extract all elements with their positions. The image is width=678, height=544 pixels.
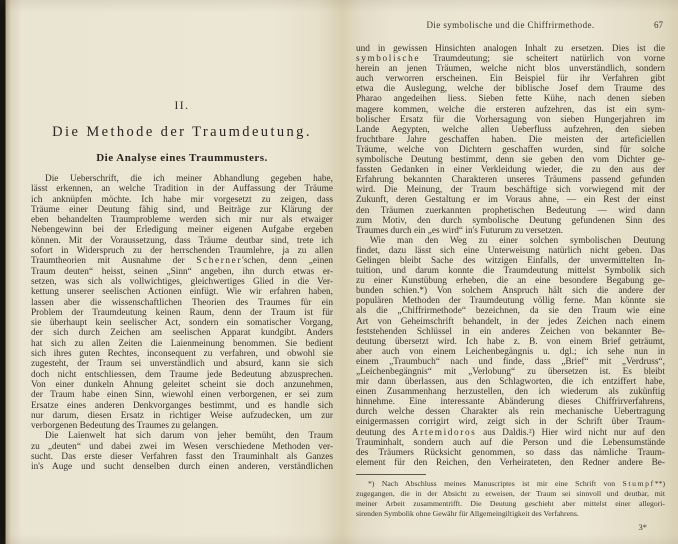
- text-line: kettung unserer seelischen Actionen einfügt. Wie wir erfahren haben,: [31, 287, 333, 298]
- text-line: sofort in Widerspruch zu der herrschenden Traumlehre, ja zu allen: [31, 246, 333, 257]
- text-line: nur darum, diesen Ersatz in richtiger Weise aufzudecken, um zur: [31, 410, 333, 421]
- right-page-column: [356, 20, 665, 532]
- text-line: element für den Reichen, den Verheirateten, den Redner andere Be-: [356, 457, 665, 468]
- text-line: zugegangen, die in der Absicht zu erweisen, der Traum sei sinnvoll und deutbar, mit: [356, 489, 665, 499]
- text-line: findet, dazu lässt sich eine Unterweisung natürlich nicht geben. Das: [356, 245, 665, 256]
- text-line: Traumtheorien mit Ausnahme der Scherner'schen, denn „einen: [31, 256, 333, 267]
- text-line: Traum deuten“ heisst, seinen „Sinn“ angeben, ihn durch etwas er-: [31, 266, 333, 277]
- text-line: auch verworren erscheinen. Ein Beispiel für ihr Verfahren gibt: [356, 74, 665, 85]
- text-line: zum Motiv, den durch symbolische Deutung gefundenen Sinn des: [356, 215, 665, 226]
- text-line: der Traum habe einen Sinn, wiewohl einen verborgenen, er sei zum: [31, 390, 333, 401]
- text-line: Träume einer Deutung fähig sind, und Beiträge zur Klärung der: [31, 204, 333, 215]
- text-line: lässt erkennen, an welche Tradition in der Auffassung der Träume: [31, 184, 333, 195]
- text-line: einem „Traumbuch“ nach und finde, dass „Brief“ mit „Verdruss“,: [356, 356, 665, 367]
- text-line: als die „Chiffrirmethode“ bezeichnen, da sie den Traum wie eine: [356, 306, 665, 317]
- text-line: Traumes durch ein „es wird“ in's Futurum zu versetzen.: [356, 225, 564, 236]
- text-line: sucht. Das erste dieser Verfahren fasst den Trauminhalt als Ganzes: [31, 452, 333, 463]
- page-number: 67: [654, 20, 663, 30]
- text-line: zugesteht, der Traum sei unverständlich und absurd, kann sie sich: [31, 359, 333, 370]
- emphasized-word: Stumpf: [622, 478, 655, 488]
- section-subtitle: Die Analyse eines Traummusters.: [96, 152, 268, 164]
- text-line: tuition, und darum konnte die Traumdeutung mittelst Symbolik sich: [356, 266, 665, 277]
- text-line: setzen, was sich als vollwichtiges, gleichwertiges Glied in die Ver-: [31, 276, 333, 287]
- text-line: feststehenden Schlüssel in ein anderes Zeichen von bekannter Be-: [356, 326, 665, 337]
- text-line: fassten Gedanken in einer Verkleidung wieder, die zu den aus der: [356, 165, 665, 176]
- text-line: deutung des Artemidoros aus Daldis.²) Hier wird nicht nur auf den: [356, 427, 665, 438]
- text-line: Trauminhalt, sondern auch auf die Person und die Lebensumstände: [356, 437, 665, 448]
- text-line: Pharao angedeihen liess. Sieben fette Kühe, nach denen sieben: [356, 94, 665, 105]
- text-line: hat sich zu allen Zeiten die Laienmeinung benommen. Sie bedient: [31, 338, 333, 349]
- text-line: hinnehme. Eine interessante Abänderung dieses Chiffrirverfahrens,: [356, 397, 665, 408]
- text-line: eben behandelten Traumprobleme werden sich mir nur als etwaiger: [31, 215, 333, 226]
- text-line: können. Mit der Voraussetzung, dass Träume deutbar sind, trete ich: [31, 235, 333, 246]
- text-line: zu „deuten“ und dabei zwei im Wesen verschiedene Methoden ver-: [31, 441, 333, 452]
- text-line: verborgenen Bedeutung des Traumes zu gelangen.: [31, 421, 219, 432]
- text-line: Nebengewinn bei der Erledigung meiner eigenen Aufgabe ergeben: [31, 225, 333, 236]
- text-line: einen Zusammenhang herzustellen, den ich wiederum als zukünftig: [356, 387, 665, 398]
- text-line: sirenden Symbolik ohne Gewähr für Allgemeingiltigkeit des Verfahrens.: [356, 509, 579, 519]
- emphasized-word: Artemidoros: [411, 427, 477, 438]
- emphasized-word: symbolische: [356, 54, 421, 65]
- text-line: den Träumen zuerkannten prophetischen Bedeutung — wird dann: [356, 205, 665, 216]
- emphasized-word: Scherner: [196, 256, 243, 267]
- right-page-body: [356, 44, 665, 468]
- paragraph: [356, 44, 665, 236]
- text-line: der sich durch Zeichen am seelischen Apparat kundgibt. Anders: [31, 328, 333, 339]
- text-line: mir dann überlassen, aus den Schlagworten, die ich entziffert habe,: [356, 377, 665, 388]
- text-line: Ersatze eines anderen Denkvorganges bestimmt, und es handle sich: [31, 400, 333, 411]
- text-line: Wie man den Weg zu einer solchen symbolischen Deutung: [370, 235, 665, 246]
- text-line: Gelingen bleibt Sache des witzigen Einfalls, der unvermittelten In-: [356, 255, 665, 266]
- paragraph: [31, 431, 333, 472]
- left-page-column: [31, 100, 333, 473]
- text-line: bunden schien.*) Von solchem Anspruch hält sich die andere der: [356, 286, 665, 297]
- text-line: bolischer Ersatz für die Vorhersagung von sieben Hungerjahren im: [356, 114, 665, 125]
- text-line: und in gewissen Hinsichten analogen Inhalt zu ersetzen. Dies ist die: [356, 44, 665, 54]
- text-line: Die Laienwelt hat sich darum von jeher bemüht, den Traum: [45, 431, 333, 442]
- paragraph: [356, 236, 665, 468]
- footnote: [356, 479, 665, 519]
- running-header-title: Die symbolische und die Chiffrirmethode.: [426, 20, 595, 30]
- text-line: *) Nach Abschluss meines Manuscriptes ist mir eine Schrift von Stumpf**): [368, 478, 665, 488]
- text-line: symbolische Deutung bestimmt, denn sie geben den vom Dichter ge-: [356, 155, 665, 166]
- paragraph: [356, 479, 665, 519]
- text-line: sich ihres guten Rechtes, inconsequent zu verfahren, und obwohl sie: [31, 349, 333, 360]
- text-line: deutung übersetzt wird. Ich habe z. B. von einem Brief geträumt,: [356, 336, 665, 347]
- text-line: ich anknüpfen möchte. Ich habe mir vorgesetzt zu zeigen, dass: [31, 194, 333, 205]
- text-line: Art von Geheimschrift behandelt, in der jedes Zeichen nach einem: [356, 316, 665, 327]
- signature-mark: 3*: [638, 522, 647, 533]
- running-header: [356, 20, 665, 33]
- text-line: „Leichenbegängnis“ mit „Verlobung“ zu übersetzen ist. Es bleibt: [356, 367, 665, 377]
- left-page-body: [31, 174, 333, 473]
- text-line: einigermassen corrigirt wird, zeigt sich in der Schrift über Traum-: [356, 417, 665, 428]
- text-line: fruchtbare Jahre geschaffen haben. Die meisten der arteficiellen: [356, 134, 665, 145]
- text-line: wird. Die Meinung, der Traum beschäftige sich vorwiegend mit der: [356, 185, 665, 196]
- chapter-number: II.: [174, 100, 190, 112]
- text-line: Träume, welche von Dichtern geschaffen wurden, sind für solche: [356, 144, 665, 155]
- text-line: Lande Aegypten, welche allen Ueberfluss aufzehren, den sieben: [356, 124, 665, 135]
- text-line: lassen aber die wissenschaftlichen Theorien des Traumes für ein: [31, 297, 333, 308]
- text-line: etwa die Auslegung, welche der biblische Josef dem Traume des: [356, 84, 665, 95]
- text-line: Die Ueberschrift, die ich meiner Abhandlung gegeben habe,: [45, 174, 333, 184]
- text-line: Zukunft, deren Gestaltung er im Voraus ahne, — ein Rest der einst: [356, 195, 665, 206]
- text-line: magere kommen, welche die ersteren aufzehren, das ist ein sym-: [356, 104, 665, 115]
- text-line: doch nicht entschliessen, dem Traume jede Bedeutung abzusprechen.: [31, 369, 333, 380]
- text-line: aber auch von einem Leichenbegängnis u. dgl.; ich sehe nun in: [356, 346, 665, 357]
- text-line: meiner Arbeit zusammentrifft. Die Deutung geschieht aber mittelst einer allegori-: [356, 499, 665, 509]
- text-line: Problem der Traumdeutung keinen Raum, denn der Traum ist für: [31, 307, 333, 318]
- chapter-title: Die Methode der Traumdeutung.: [52, 124, 312, 140]
- text-line: des Träumers Rücksicht genommen, so dass das nämliche Traum-: [356, 447, 665, 458]
- footnote-separator-rule: [356, 474, 426, 475]
- text-line: symbolische Traumdeutung; sie scheitert natürlich von vorne: [356, 54, 665, 65]
- text-line: Von einer dunkeln Ahnung geleitet scheint sie doch anzunehmen,: [31, 379, 333, 390]
- paragraph: [31, 174, 333, 431]
- text-line: herein an jenen Träumen, welche nicht blos unverständlich, sondern: [356, 64, 665, 75]
- text-line: in's Auge und sucht denselben durch einen anderen, verständlichen: [31, 462, 333, 473]
- text-line: durch welche dessen Charakter als rein mechanische Uebertragung: [356, 407, 665, 418]
- text-line: Erfahrung bekannten Charakteren unseres Träumens passend gefunden: [356, 175, 665, 186]
- text-line: sie überhaupt kein seelischer Act, sondern ein somatischer Vorgang,: [31, 318, 333, 329]
- text-line: zu einer Kunstübung erheben, die an eine besondere Begabung ge-: [356, 276, 665, 287]
- text-line: populären Methoden der Traumdeutung völlig ferne. Man könnte sie: [356, 296, 665, 307]
